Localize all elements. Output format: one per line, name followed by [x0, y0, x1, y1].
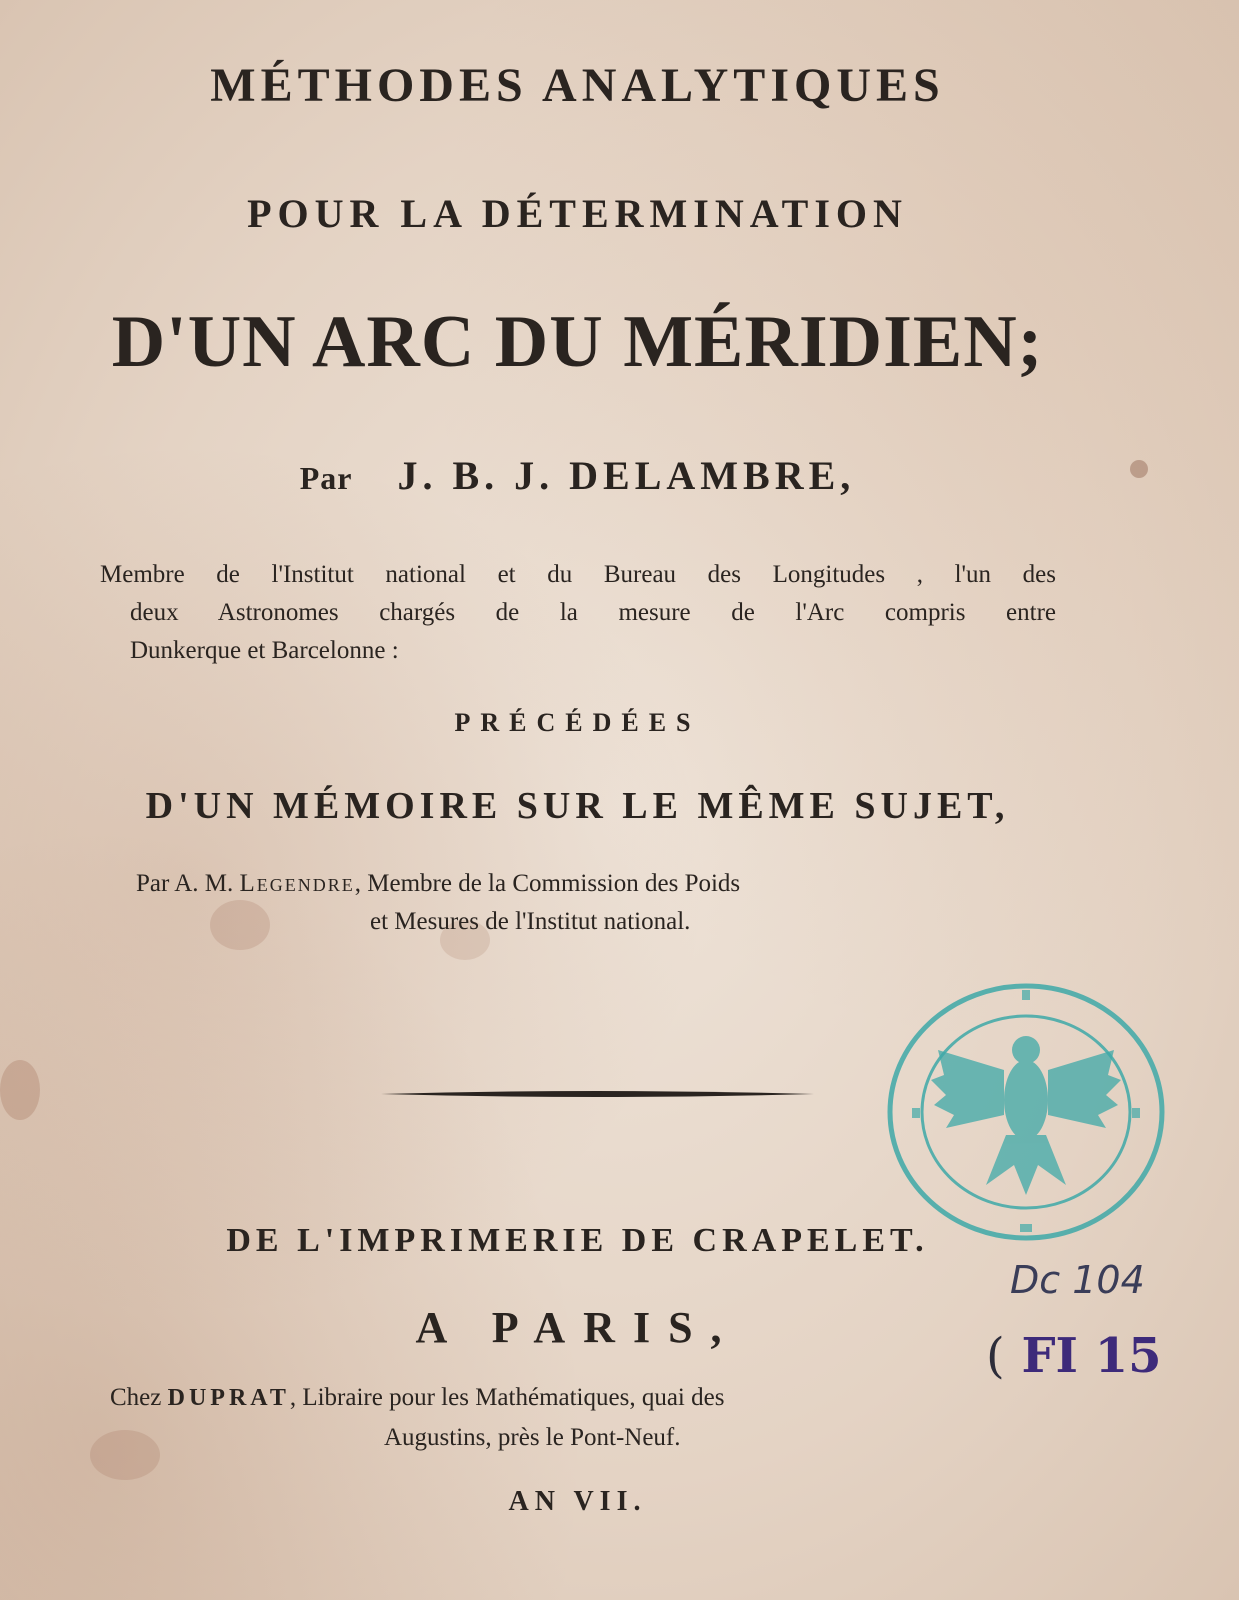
publisher-suffix: , Libraire pour les Mathématiques, quai des [289, 1384, 725, 1411]
author-name: J. B. J. DELAMBRE, [397, 453, 856, 498]
preceded-heading: PRÉCÉDÉES [454, 708, 701, 737]
legendre-line-2: et Mesures de l'Institut national. [370, 908, 691, 935]
legendre-name: Legendre [239, 870, 355, 897]
author-description-line-2: deux Astronomes chargés de la mesure de l'Arc compris entre [130, 599, 1056, 626]
foxing-spot [0, 1060, 40, 1120]
legendre-prefix: Par A. M. [136, 870, 234, 897]
city-line: A PARIS, [415, 1303, 740, 1352]
eagle-seal-icon [886, 980, 1166, 1244]
title-line-3: D'UN ARC DU MÉRIDIEN; [111, 301, 1044, 383]
author-description-line-3: Dunkerque et Barcelonne : [130, 637, 399, 664]
publisher-line-2: Augustins, près le Pont-Neuf. [384, 1424, 681, 1451]
publisher-name: DUPRAT [167, 1385, 290, 1411]
publisher-line-1 [110, 1384, 724, 1412]
year-line: AN VII. [508, 1486, 647, 1517]
call-number-text: FI 15 [1021, 1328, 1162, 1384]
foxing-spot [210, 900, 270, 950]
call-number: ( FI 15 [986, 1328, 1162, 1384]
author-description-line-1: Membre de l'Institut national et du Bureau des Longitudes , l'un des [100, 561, 1056, 588]
legendre-suffix: , Membre de la Commission des Poids [354, 870, 741, 897]
publisher-prefix: Chez [110, 1384, 162, 1411]
legendre-line-1 [136, 870, 740, 898]
title-line-2: POUR LA DÉTERMINATION [247, 191, 908, 236]
title-line-1: MÉTHODES ANALYTIQUES [210, 59, 945, 112]
shelfmark: Dc 104 [1010, 1258, 1145, 1302]
foxing-spot [90, 1430, 160, 1480]
ornamental-rule [380, 1089, 814, 1099]
author-prefix: Par [299, 460, 353, 496]
memoir-heading: D'UN MÉMOIRE SUR LE MÊME SUJET, [145, 785, 1010, 827]
printer-line: DE L'IMPRIMERIE DE CRAPELET. [226, 1222, 929, 1259]
author-line [0, 452, 1197, 499]
